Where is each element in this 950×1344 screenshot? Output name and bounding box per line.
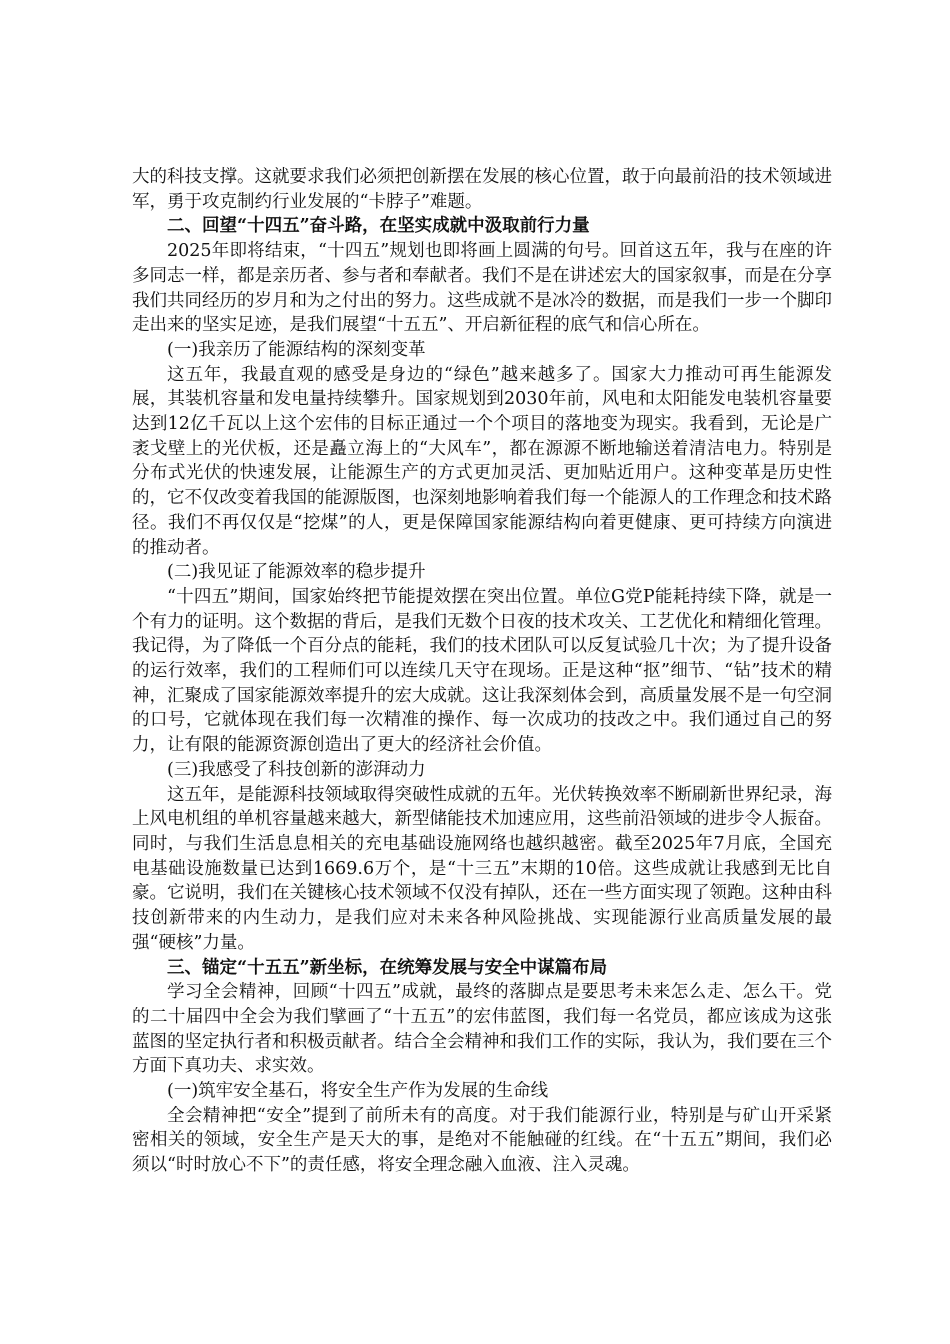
subsection-heading: (三)我感受了科技创新的澎湃动力 — [167, 759, 426, 780]
body-paragraph: “十四五”期间，国家始终把节能提效摆在突出位置。单位G党P能耗持续下降，就是一个有力的证明。这个数据的背后，是我们无数个日夜的技术攻关、工艺优化和精细化管理。我记得，为了降低一个百分点的能耗，我们的技术团队可以反复试验几十次；为了提升设备的运行效率，我们的工程师们可以连续几天守在现场。正是这种“抠”细节、“钻”技术的精神，汇聚成了国家能源效率提升的宏大成就。这让我深刻体会到，高质量发展不是一句空洞的口号，它就体现在我们每一次精准的操作、每一次成功的技改之中。我们通过自己的努力，让有限的能源资源创造出了更大的经济社会价值。 — [132, 586, 832, 756]
body-paragraph: 全会精神把“安全”提到了前所未有的高度。对于我们能源行业，特别是与矿山开采紧密相关的领域，安全生产是天大的事，是绝对不能触碰的红线。在“十五五”期间，我们必须以“时时放心不下”的责任感，将安全理念融入血液、注入灵魂。 — [132, 1105, 832, 1176]
document-body — [132, 165, 832, 1178]
body-paragraph: 学习全会精神，回顾“十四五”成就，最终的落脚点是要思考未来怎么走、怎么干。党的二十届四中全会为我们擘画了“十五五”的宏伟蓝图，我们每一名党员，都应该成为这张蓝图的坚定执行者和积极贡献者。结合全会精神和我们工作的实际，我认为，我们要在三个方面下真功夫、求实效。 — [132, 982, 832, 1077]
body-paragraph: 这五年，是能源科技领域取得突破性成就的五年。光伏转换效率不断刷新世界纪录，海上风电机组的单机容量越来越大，新型储能技术加速应用，这些前沿领域的进步令人振奋。同时，与我们生活息息相关的充电基础设施网络也越织越密。截至2025年7月底，全国充电基础设施数量已达到1669.6万个，是“十三五”末期的10倍。这些成就让我感到无比自豪。它说明，我们在关键核心技术领域不仅没有掉队，还在一些方面实现了领跑。这种由科技创新带来的内生动力，是我们应对未来各种风险挑战、实现能源行业高质量发展的最强“硬核”力量。 — [132, 784, 832, 953]
body-paragraph: 这五年，我最直观的感受是身边的“绿色”越来越多了。国家大力推动可再生能源发展，其装机容量和发电量持续攀升。国家规划到2030年前，风电和太阳能发电装机容量要达到12亿千瓦以上这个宏伟的目标正通过一个个项目的落地变为现实。我看到，无论是广袤戈壁上的光伏板，还是矗立海上的“大风车”，都在源源不断地输送着清洁电力。特别是分布式光伏的快速发展，让能源生产的方式更加灵活、更加贴近用户。这种变革是历史性的，它不仅改变着我国的能源版图，也深刻地影响着我们每一个能源人的工作理念和技术路径。我们不再仅仅是“挖煤”的人，更是保障国家能源结构向着更健康、更可持续方向演进的推动者。 — [132, 364, 832, 558]
subsection-heading: (一)筑牢安全基石，将安全生产作为发展的生命线 — [167, 1081, 549, 1102]
subsection-heading: (一)我亲历了能源结构的深刻变革 — [167, 339, 426, 360]
section-heading-two: 二、回望“十四五”奋斗路，在坚实成就中汲取前行力量 — [167, 216, 590, 237]
subsection-heading: (二)我见证了能源效率的稳步提升 — [167, 562, 426, 583]
section-heading-three: 三、锚定“十五五”新坐标，在统筹发展与安全中谋篇布局 — [167, 957, 608, 978]
body-paragraph: 2025年即将结束，“十四五”规划也即将画上圆满的句号。回首这五年，我与在座的许多同志一样，都是亲历者、参与者和奉献者。我们不是在讲述宏大的国家叙事，而是在分享我们共同经历的岁月和为之付出的努力。这些成就不是冰冷的数据，而是我们一步一个脚印走出来的坚实足迹，是我们展望“十五五”、开启新征程的底气和信心所在。 — [132, 241, 832, 336]
paragraph-continued: 大的科技支撑。这就要求我们必须把创新摆在发展的核心位置，敢于向最前沿的技术领域进军，勇于攻克制约行业发展的“卡脖子”难题。 — [132, 167, 832, 212]
